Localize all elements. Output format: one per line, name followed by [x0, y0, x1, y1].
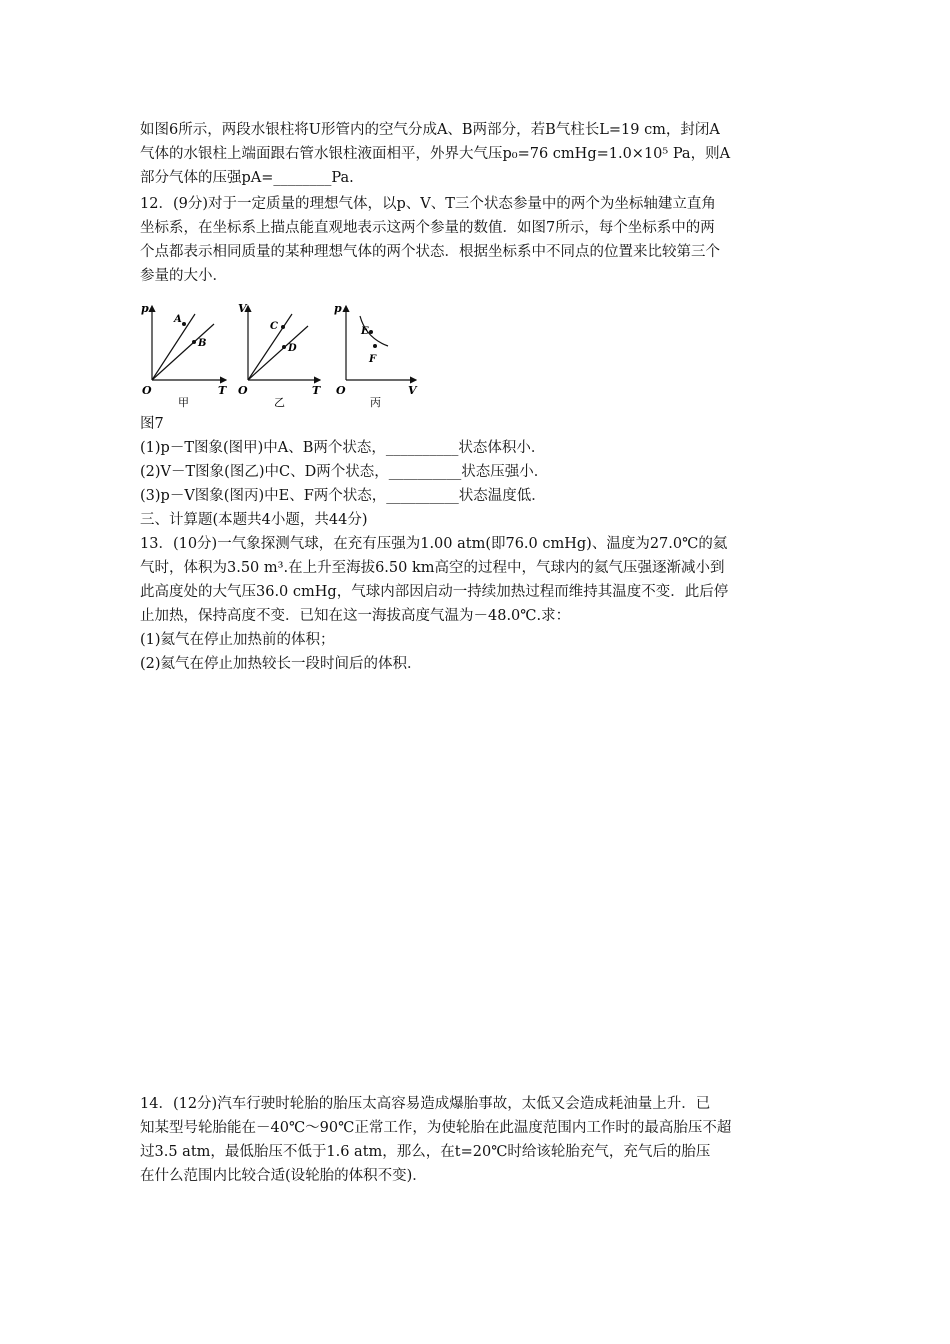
graph-jia-y-axis: p [141, 302, 149, 315]
q12-line-2: 坐标系，在坐标系上描点能直观地表示这两个参量的数值．如图7所示，每个坐标系中的两 [140, 220, 715, 236]
q12-line-3: 个点都表示相同质量的某种理想气体的两个状态．根据坐标系中不同点的位置来比较第三个 [140, 244, 720, 260]
q13-sub-2: (2)氦气在停止加热较长一段时间后的体积． [140, 656, 422, 672]
q12-line-4: 参量的大小． [140, 268, 227, 284]
graph-yi-x-axis: T [312, 384, 321, 397]
graph-jia-x-axis: T [218, 384, 227, 397]
q13-line-4: 止加热，保持高度不变．已知在这一海拔高度气温为－48.0℃.求： [140, 608, 571, 624]
q12-line-1: 12．(9分)对于一定质量的理想气体，以p、V、T三个状态参量中的两个为坐标轴建立直角 [140, 196, 716, 212]
q14-line-4: 在什么范围内比较合适(设轮胎的体积不变)． [140, 1168, 427, 1184]
q12-sub-2: (2)V－T图象(图乙)中C、D两个状态，__________状态压强小． [140, 464, 549, 480]
figure-7-graphs [140, 302, 430, 412]
graph-yi-point-d: D [288, 343, 297, 354]
q13-sub-1: (1)氦气在停止加热前的体积； [140, 632, 335, 648]
figure-7-caption: 图7 [140, 416, 164, 432]
graph-yi-label: 乙 [274, 396, 285, 409]
graph-jia-label: 甲 [178, 396, 189, 409]
graph-bing-label: 丙 [370, 396, 381, 409]
graph-yi-y-axis: V [238, 302, 247, 315]
graph-bing-point-f: F [369, 354, 377, 365]
graph-jia-origin: O [142, 384, 152, 397]
q14-line-3: 过3.5 atm，最低胎压不低于1.6 atm，那么，在t=20℃时给该轮胎充气，充气后的胎压 [140, 1144, 711, 1160]
q13-line-3: 此高度处的大气压36.0 cmHg，气球内部因启动一持续加热过程而维持其温度不变．此后停 [140, 584, 729, 600]
q11-line-2: 气体的水银柱上端面跟右管水银柱液面相平，外界大气压p₀=76 cmHg=1.0×10⁵ Pa，则A [140, 146, 731, 162]
graph-jia [141, 302, 227, 409]
figure-7 [140, 302, 430, 412]
graph-yi [238, 302, 321, 409]
graph-bing-x-axis: V [408, 384, 417, 397]
q11-line-1: 如图6所示，两段水银柱将U形管内的空气分成A、B两部分，若B气柱长L=19 cm，封闭A [140, 122, 720, 138]
q14-line-2: 知某型号轮胎能在－40℃～90℃正常工作，为使轮胎在此温度范围内工作时的最高胎压不超 [140, 1120, 732, 1136]
graph-yi-point-c: C [270, 321, 278, 332]
q11-line-3: 部分气体的压强pA=________Pa. [140, 170, 354, 186]
q14-line-1: 14．(12分)汽车行驶时轮胎的胎压太高容易造成爆胎事故，太低又会造成耗油量上升．已 [140, 1096, 711, 1112]
q12-sub-1: (1)p－T图象(图甲)中A、B两个状态，__________状态体积小． [140, 440, 546, 456]
q13-line-2: 气时，体积为3.50 m³.在上升至海拔6.50 km高空的过程中，气球内的氦气压强逐渐减小到 [140, 560, 725, 576]
graph-bing-origin: O [336, 384, 346, 397]
graph-bing-point-e: E [361, 326, 369, 337]
q13-line-1: 13．(10分)一气象探测气球，在充有压强为1.00 atm(即76.0 cmHg)、温度为27.0℃的氦 [140, 536, 728, 552]
graph-bing [334, 302, 418, 409]
section-3-heading: 三、计算题(本题共4小题，共44分) [140, 512, 368, 528]
graph-bing-y-axis: p [334, 302, 342, 315]
graph-jia-point-b: B [198, 338, 207, 349]
graph-jia-point-a: A [174, 314, 182, 325]
graph-yi-origin: O [238, 384, 248, 397]
q12-sub-3: (3)p－V图象(图丙)中E、F两个状态，__________状态温度低． [140, 488, 546, 504]
